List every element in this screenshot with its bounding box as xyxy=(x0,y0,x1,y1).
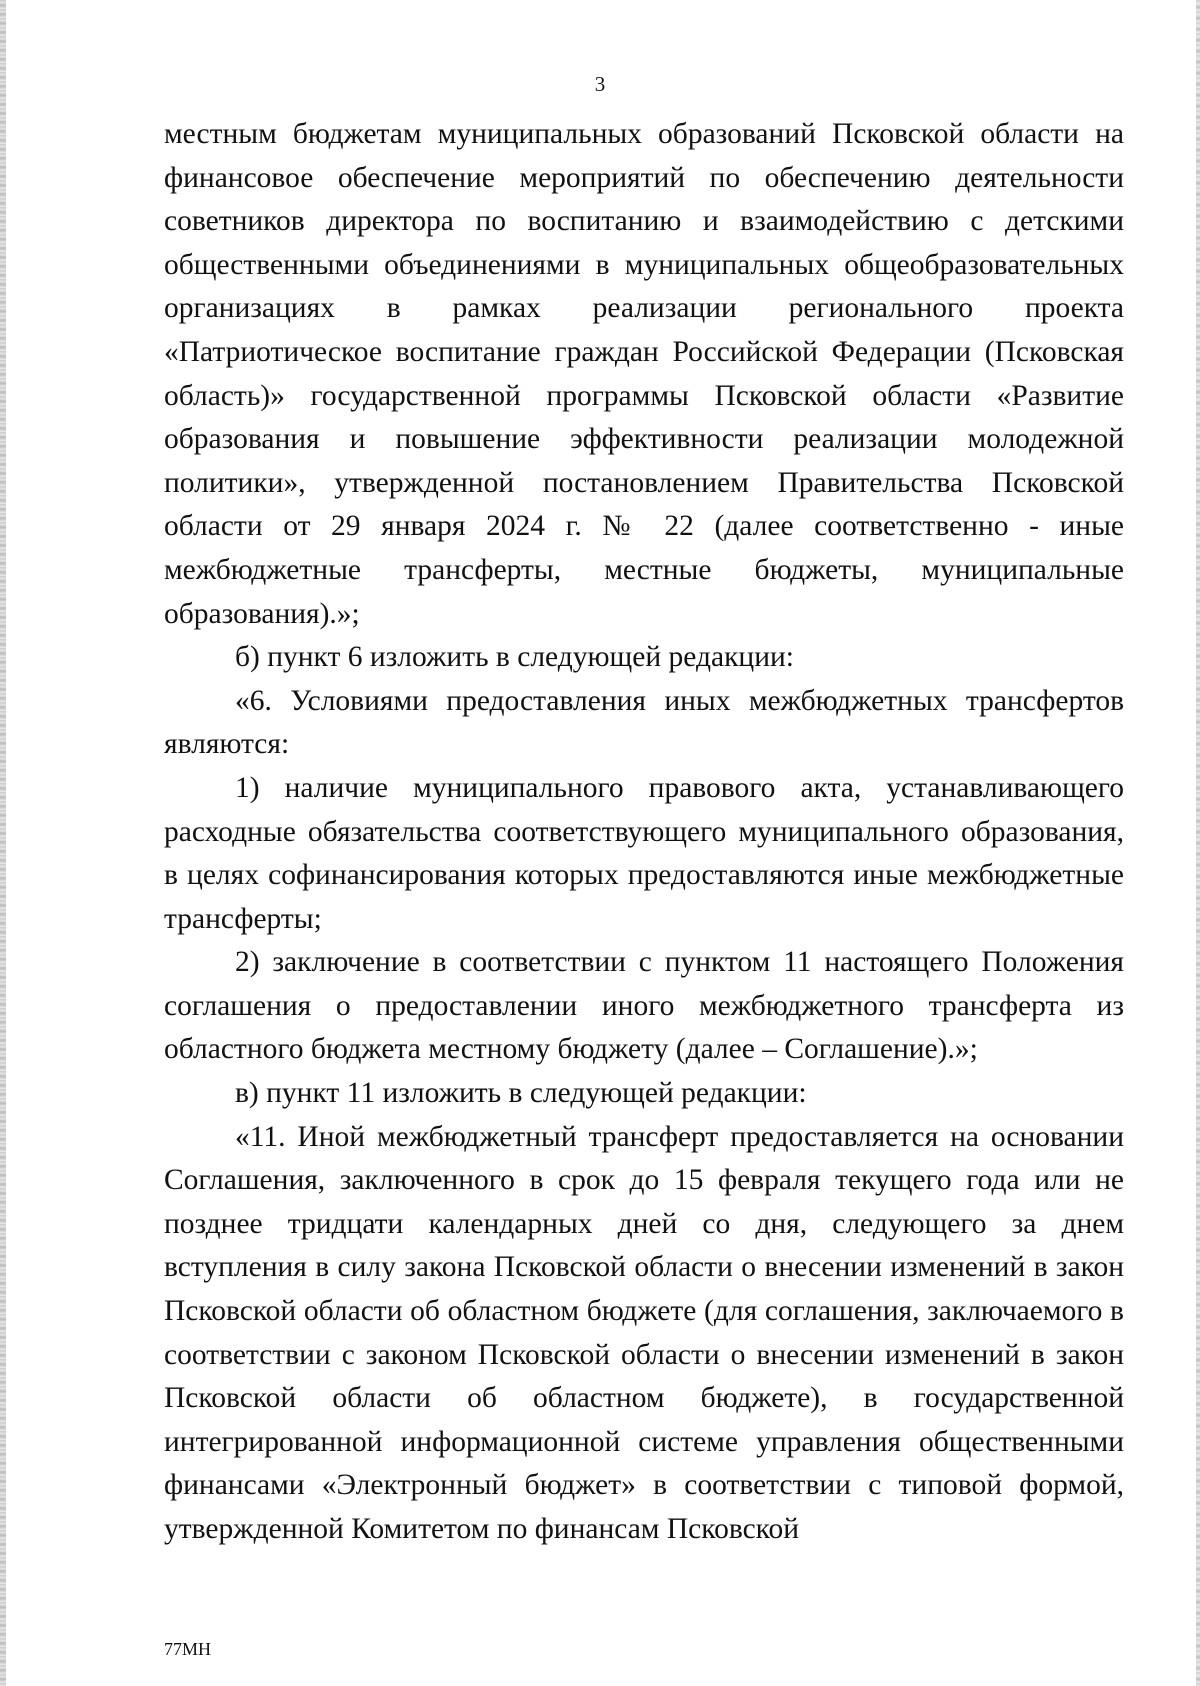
paragraph-condition-1: 1) наличие муниципального правового акта, устанавливающего расходные обязательства соответствующего муниципального образования, в целях софинансирования которых предоставляются иные межбюджетные трансферты; xyxy=(164,771,1124,935)
footer-document-code: 77МН xyxy=(164,1639,212,1659)
document-body xyxy=(164,113,1124,1552)
paragraph-item-v: в) пункт 11 изложить в следующей редакции: xyxy=(235,1077,807,1110)
page-number: 3 xyxy=(594,72,606,96)
scan-edge-right xyxy=(1196,0,1200,1686)
paragraph-item-b: б) пункт 6 изложить в следующей редакции: xyxy=(235,641,794,674)
scan-edge-left xyxy=(0,0,6,1686)
paragraph-clause-6: «6. Условиями предоставления иных межбюджетных трансфертов являются: xyxy=(164,684,1124,761)
paragraph-continuation: местным бюджетам муниципальных образований Псковской области на финансовое обеспечение мероприятий по обеспечению деятельности советников директора по воспитанию и взаимодействию с детскими общественными объединениями в муниципальных общеобразовательных организациях в рамках реализации регионального проекта «Патриотическое воспитание граждан Российской Федерации (Псковская область)» государственной программы Псковской области «Развитие образования и повышение эффективности реализации молодежной политики», утвержденной постановлением Правительства Псковской области от 29 января 2024 г. № 22 (далее соответственно - иные межбюджетные трансферты, местные бюджеты, муниципальные образования).»; xyxy=(164,118,1124,630)
paragraph-condition-2: 2) заключение в соответствии с пунктом 11 настоящего Положения соглашения о предоставлении иного межбюджетного трансферта из областного бюджета местному бюджету (далее – Соглашение).»; xyxy=(164,946,1124,1066)
paragraph-clause-11: «11. Иной межбюджетный трансферт предоставляется на основании Соглашения, заключенного в срок до 15 февраля текущего года или не позднее тридцати календарных дней со дня, следующего за днем вступления в силу закона Псковской области о внесении изменений в закон Псковской области об областном бюджете (для соглашения, заключаемого в соответствии с законом Псковской области о внесении изменений в закон Псковской области об областном бюджете), в государственной интегрированной информационной системе управления общественными финансами «Электронный бюджет» в соответствии с типовой формой, утвержденной Комитетом по финансам Псковской xyxy=(164,1120,1124,1545)
